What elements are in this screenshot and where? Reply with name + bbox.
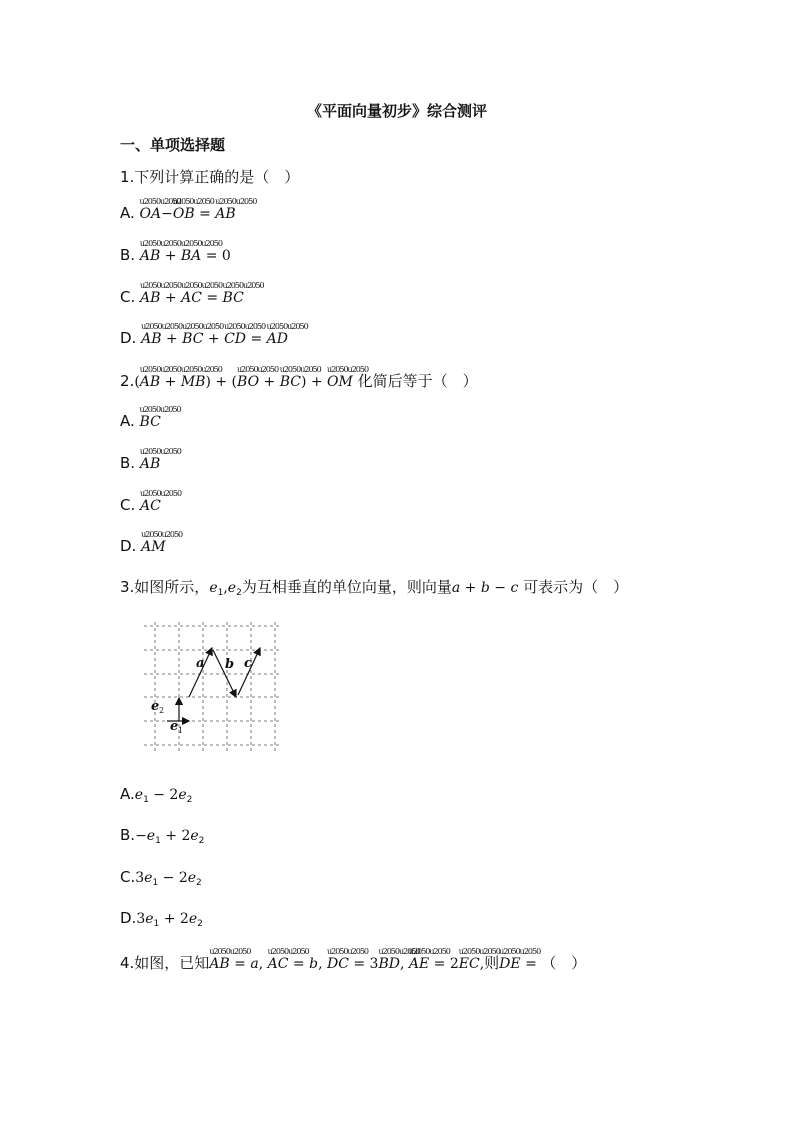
vector-ec: u2050u2050 EC bbox=[459, 956, 480, 972]
vector-ab: u2050u2050 AB bbox=[141, 331, 161, 347]
vector-ab: u2050u2050 AB bbox=[140, 248, 160, 264]
question-text: 则 bbox=[484, 954, 500, 972]
label-c: c bbox=[244, 656, 252, 671]
vector-bc: u2050u2050 BC bbox=[280, 374, 301, 390]
q3-option-c: $C.3e_1 - 2e_2$ bbox=[120, 868, 202, 888]
q3-option-b: $B.-e_1 + 2e_2$ bbox=[120, 826, 205, 846]
vector-ab: u2050u2050 AB bbox=[209, 956, 229, 972]
vector-bd: u2050u2050 BD bbox=[378, 956, 400, 972]
grid-lines bbox=[144, 622, 280, 754]
vector-ab: u2050u2050 AB bbox=[140, 456, 160, 472]
question-3-stem: 3.如图所示，$e_1,e_2$为互相垂直的单位向量，则向量a + b − c 可表示为（ ） bbox=[120, 578, 629, 598]
section-heading: 一、单项选择题 bbox=[120, 136, 226, 154]
option-letter: A. bbox=[120, 412, 135, 430]
question-text: 可表示为（ ） bbox=[523, 578, 629, 596]
label-a: a bbox=[196, 656, 205, 671]
question-number: 3.如图所示， bbox=[120, 578, 210, 596]
question-2-stem: 2.(u2050u2050 AB + u2050u2050 MB) + (u2050u2050 BO + u2050u2050 BC) + u2050u2050 OM 化简后等于（ ） bbox=[120, 370, 478, 391]
vector-mb: u2050u2050 MB bbox=[181, 374, 206, 390]
vector-ac: u2050u2050 AC bbox=[181, 290, 202, 306]
option-letter: D. bbox=[120, 329, 137, 347]
vector-bc: u2050u2050 BC bbox=[140, 414, 161, 430]
q2-option-b bbox=[120, 454, 160, 472]
vector-grid-figure bbox=[140, 618, 285, 758]
q1-option-b: B. u2050u2050 AB + u2050u2050 BA = 0 bbox=[120, 246, 231, 264]
label-b: b bbox=[225, 657, 235, 672]
option-letter: B. bbox=[120, 826, 136, 844]
option-letter: A. bbox=[120, 785, 135, 803]
vector-de: u2050u2050 DE bbox=[499, 956, 520, 972]
label-e2-subscript: 2 bbox=[159, 706, 165, 715]
option-letter: C. bbox=[120, 496, 136, 514]
q1-option-d: D. u2050u2050 AB + u2050u2050 BC + u2050u2050 CD = u2050u2050 AD bbox=[120, 329, 288, 347]
option-letter: C. bbox=[120, 868, 136, 886]
q2-option-a bbox=[120, 412, 161, 430]
vector-ac: u2050u2050 AC bbox=[140, 498, 161, 514]
question-number: 4.如图，已知 bbox=[120, 954, 210, 972]
question-text: 为互相垂直的单位向量，则向量 bbox=[241, 578, 452, 596]
option-letter: B. bbox=[120, 454, 136, 472]
vector-ae: u2050u2050 AE bbox=[409, 956, 429, 972]
option-letter: B. bbox=[120, 246, 136, 264]
option-letter: D. bbox=[120, 537, 137, 555]
question-1-stem: 1.下列计算正确的是（ ） bbox=[120, 168, 300, 186]
option-letter: A. bbox=[120, 204, 135, 222]
vector-ab: u2050u2050 AB bbox=[215, 206, 235, 222]
question-text: 化简后等于（ ） bbox=[357, 372, 478, 390]
label-e1: e bbox=[170, 719, 179, 734]
vector-ba: u2050u2050 BA bbox=[181, 248, 201, 264]
vector-ab: u2050u2050 AB bbox=[140, 374, 160, 390]
vector-ob: u2050u2050 OB bbox=[173, 206, 195, 222]
question-4-stem: 4.如图，已知u2050u2050 AB = a, u2050u2050 AC = b, u2050u2050 DC = 3u2050u2050 BD, u2050u2050 AE = 2u2050u2050 EC,则u2050u2050 DE = （ ） bbox=[120, 952, 586, 973]
option-letter: C. bbox=[120, 288, 136, 306]
vector-oa: u2050u2050 OA bbox=[140, 206, 162, 222]
vector-cd: u2050u2050 CD bbox=[224, 331, 246, 347]
q2-option-c bbox=[120, 496, 161, 514]
vector-bc: u2050u2050 BC bbox=[223, 290, 244, 306]
label-e2: e bbox=[151, 699, 160, 714]
vector-ab: u2050u2050 AB bbox=[140, 290, 160, 306]
document-title: 《平面向量初步》综合测评 bbox=[306, 102, 487, 120]
vector-bc: u2050u2050 BC bbox=[182, 331, 203, 347]
q3-option-d: $D.3e_1 + 2e_2$ bbox=[120, 909, 203, 929]
vector-ad: u2050u2050 AD bbox=[267, 331, 288, 347]
q3-option-a: $A.e_1 - 2e_2$ bbox=[120, 785, 193, 805]
q2-option-d bbox=[120, 537, 166, 555]
question-number: 2. bbox=[120, 372, 135, 390]
q1-option-c: C. u2050u2050 AB + u2050u2050 AC = u2050u2050 BC bbox=[120, 288, 244, 306]
vector-dc: u2050u2050 DC bbox=[327, 956, 349, 972]
vector-am: u2050u2050 AM bbox=[141, 539, 165, 555]
vector-om: u2050u2050 OM bbox=[327, 374, 353, 390]
vector-ac: u2050u2050 AC bbox=[268, 956, 289, 972]
q1-option-a: A. u2050u2050 OA−u2050u2050 OB = u2050u2050 AB bbox=[120, 204, 236, 222]
vector-bo: u2050u2050 BO bbox=[237, 374, 259, 390]
option-letter: D. bbox=[120, 909, 137, 927]
label-e1-subscript: 1 bbox=[178, 726, 184, 735]
question-text: （ ） bbox=[541, 954, 587, 972]
